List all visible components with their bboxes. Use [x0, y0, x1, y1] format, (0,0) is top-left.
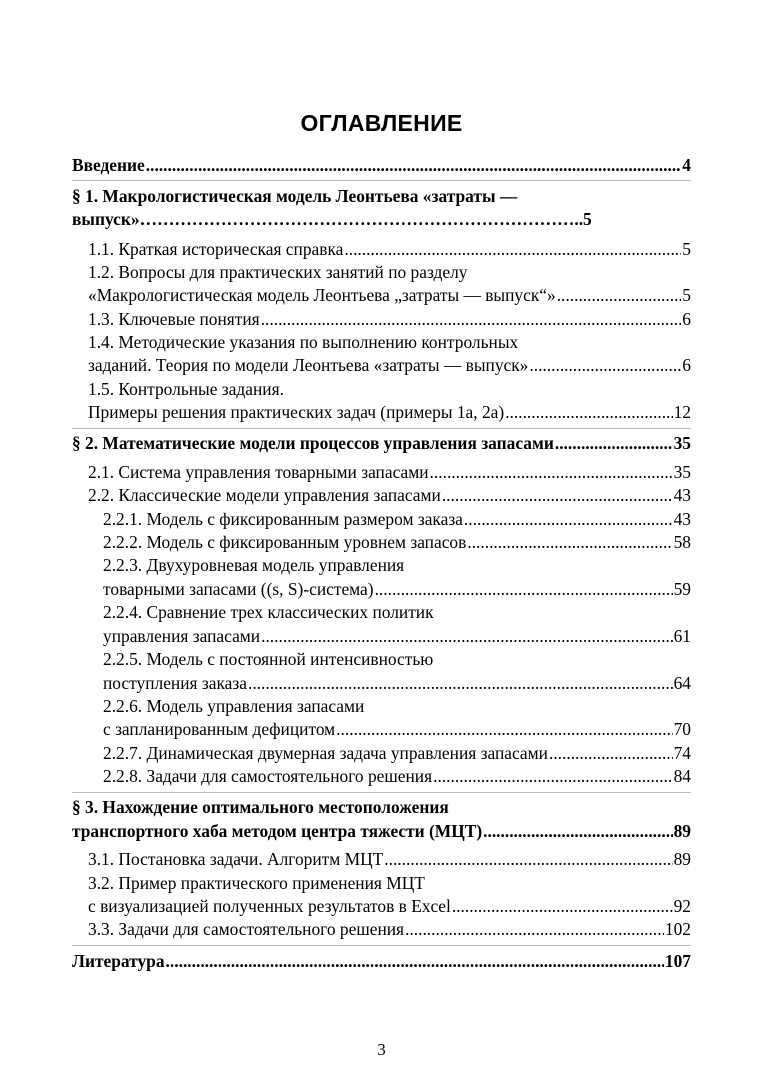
divider	[72, 428, 691, 429]
toc-section-3-line1[interactable]: § 3. Нахождение оптимального местоположения	[72, 797, 449, 817]
toc-entry-3-2-line1[interactable]: 3.2. Пример практического применения МЦТ	[88, 873, 425, 893]
toc-entry-2-2-6[interactable]: с запланированным дефицитом ..... 70	[103, 718, 691, 740]
toc-entry-2-2-4-line1[interactable]: 2.2.4. Сравнение трех классических политик	[103, 602, 434, 622]
toc-entry-2-2-6-line1[interactable]: 2.2.6. Модель управления запасами	[103, 696, 365, 716]
toc-section-3[interactable]: транспортного хаба методом центра тяжести (МЦТ) ..... 89	[72, 820, 691, 842]
toc-entry-title: Введение	[72, 155, 145, 175]
toc-entry-intro[interactable]	[72, 154, 691, 176]
toc-entry-1-5-line1[interactable]: 1.5. Контрольные задания.	[88, 379, 284, 399]
toc-entry-3-2[interactable]: с визуализацией полученных результатов в Excel ..... 92	[88, 895, 691, 917]
toc-page-number: 4	[682, 155, 691, 175]
divider	[72, 945, 691, 946]
page-title: ОГЛАВЛЕНИЕ	[300, 110, 463, 136]
toc-entry-3-3[interactable]: 3.3. Задачи для самостоятельного решения ..... 102	[88, 918, 691, 940]
divider	[72, 792, 691, 793]
toc-entry-3-1[interactable]: 3.1. Постановка задачи. Алгоритм МЦТ ..... 89	[88, 848, 691, 870]
toc-entry-2-2-1[interactable]: 2.2.1. Модель с фиксированным размером заказа ..... 43	[103, 508, 691, 530]
toc-entry-literature[interactable]: Литература ..... 107	[72, 950, 691, 972]
toc-entry-2-2-7[interactable]: 2.2.7. Динамическая двумерная задача управления запасами ..... 74	[103, 742, 691, 764]
toc-entry-1-1[interactable]: 1.1. Краткая историческая справка ..... 5	[88, 238, 691, 260]
toc-section-1-line2[interactable]: выпуск»…………………………………………………………………..5	[72, 209, 592, 229]
toc-entry-1-2-line1[interactable]: 1.2. Вопросы для практических занятий по разделу	[88, 262, 468, 282]
toc-entry-2-2-5[interactable]: поступления заказа ..... 64	[103, 672, 691, 694]
toc-entry-2-2-3[interactable]: товарными запасами ((s, S)-система) ..... 59	[103, 578, 691, 600]
toc-entry-1-2[interactable]: «Макрологистическая модель Леонтьева „затраты — выпуск“» ..... 5	[88, 284, 691, 306]
toc-entry-2-2-4[interactable]: управления запасами ..... 61	[103, 625, 691, 647]
page-number: 3	[377, 1040, 386, 1059]
toc-entry-2-2-5-line1[interactable]: 2.2.5. Модель с постоянной интенсивностью	[103, 649, 434, 669]
toc-entry-1-4[interactable]: заданий. Теория по модели Леонтьева «затраты — выпуск» ..... 6	[88, 354, 691, 376]
toc-entry-2-1[interactable]: 2.1. Система управления товарными запасами ..... 35	[88, 461, 691, 483]
toc-section-1-line1[interactable]: § 1. Макрологистическая модель Леонтьева «затраты —	[72, 186, 518, 206]
toc-entry-1-4-line1[interactable]: 1.4. Методические указания по выполнению контрольных	[88, 332, 519, 352]
toc-section-2[interactable]: § 2. Математические модели процессов управления запасами ..... 35	[72, 432, 691, 454]
toc-entry-2-2[interactable]: 2.2. Классические модели управления запасами ..... 43	[88, 484, 691, 506]
divider	[72, 180, 691, 181]
toc-entry-2-2-3-line1[interactable]: 2.2.3. Двухуровневая модель управления	[103, 555, 405, 575]
toc-entry-2-2-8[interactable]: 2.2.8. Задачи для самостоятельного решения ..... 84	[103, 765, 691, 787]
toc-entry-1-5[interactable]: Примеры решения практических задач (примеры 1а, 2а) ..... 12	[88, 401, 691, 423]
toc-entry-1-3[interactable]: 1.3. Ключевые понятия ..... 6	[88, 308, 691, 330]
toc-entry-2-2-2[interactable]: 2.2.2. Модель с фиксированным уровнем запасов ..... 58	[103, 531, 691, 553]
